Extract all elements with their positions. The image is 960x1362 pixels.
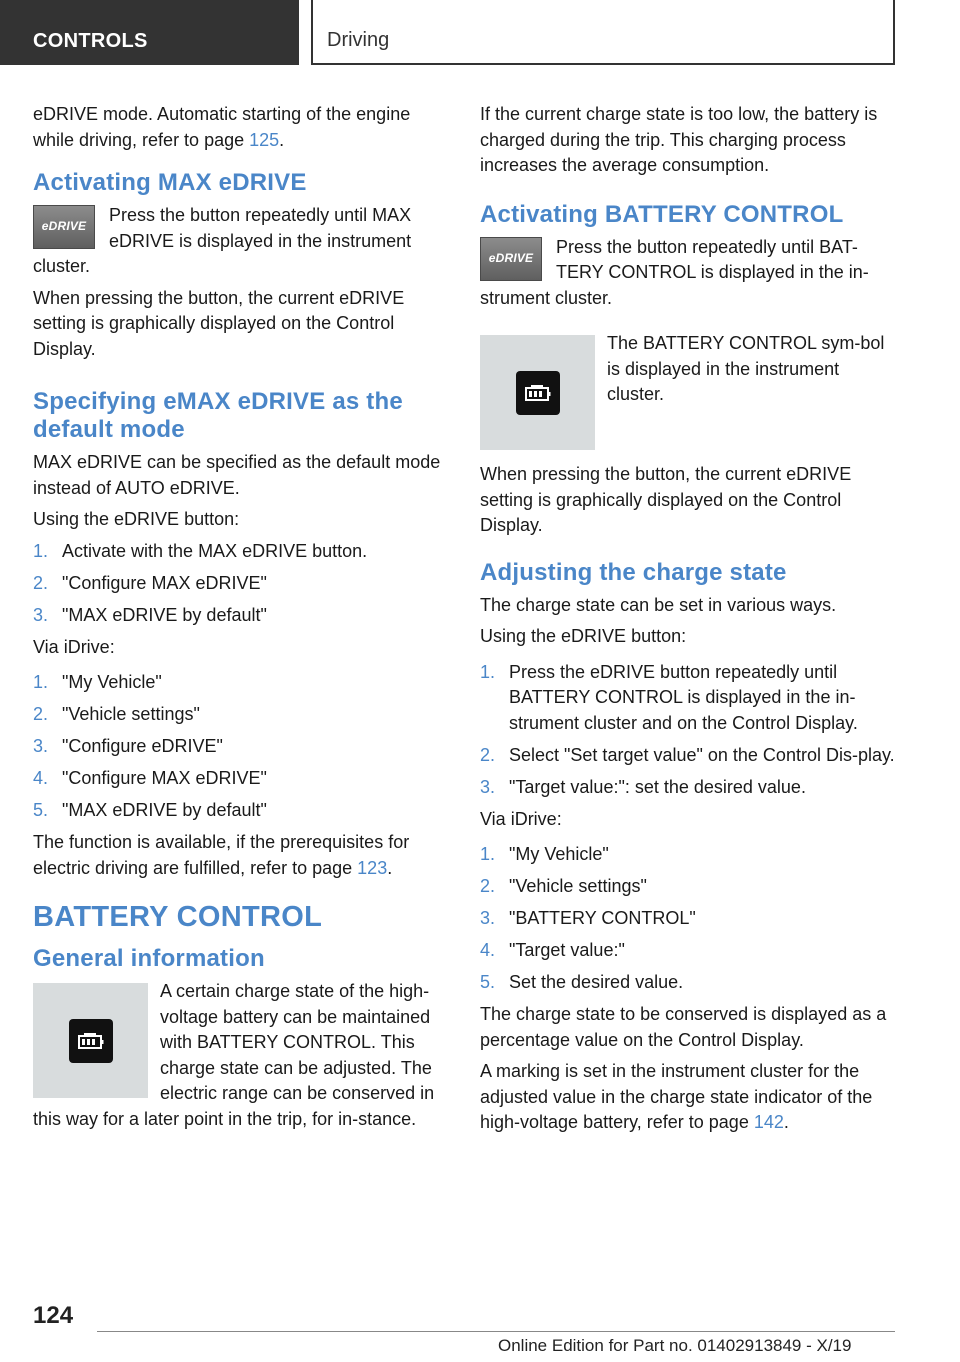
activate-paragraph-1: Press the button repeatedly until BAT-TERY CONTROL is displayed in the in-strument cluster. [480, 236, 869, 308]
list-item: 3. "Configure eDRIVE" [33, 736, 223, 756]
heading-adjusting-charge-state: Adjusting the charge state [480, 558, 787, 586]
idrive-steps-list [33, 670, 451, 824]
general-paragraph: A certain charge state of the high-voltage battery can be maintained with BATTERY CONTROL. This charge state can be adjusted. The electric range can be conserved in this way for a later point in the trip, for in-stance. [33, 981, 435, 1129]
function-paragraph: The function is available, if the prerequisites for electric driving are fulfilled, refer to page 123. [33, 832, 410, 878]
intro-paragraph: eDRIVE mode. Automatic starting of the engine while driving, refer to page 125. [33, 104, 411, 150]
right-column [480, 102, 898, 1142]
list-item: 3. "BATTERY CONTROL" [480, 908, 696, 928]
page-link-125[interactable]: 125 [249, 129, 280, 150]
section-title: CONTROLS [33, 30, 148, 52]
edrive-button-icon: eDRIVE [480, 237, 542, 281]
edition-note: Online Edition for Part no. 01402913849 - X/19 [498, 1336, 852, 1355]
battery-icon [69, 1019, 113, 1063]
button-steps-list [33, 539, 451, 629]
list-item: 5. Set the desired value. [480, 972, 684, 992]
list-item: 1. Activate with the MAX eDRIVE button. [33, 540, 368, 561]
marking-paragraph: A marking is set in the instrument cluster for the adjusted value in the charge state indicator of the high-voltage battery, refer to page 142. [480, 1061, 873, 1132]
adjust-paragraph-1: The charge state can be set in various ways. [480, 594, 837, 615]
via-idrive-label: Via iDrive: [33, 636, 115, 657]
page-number: 124 [33, 1302, 74, 1329]
page-link-123[interactable]: 123 [357, 857, 388, 878]
list-item: 3. "Target value:": set the desired value. [480, 776, 806, 797]
idrive-steps-list [480, 842, 898, 996]
list-item: 2. "Vehicle settings" [480, 876, 647, 896]
battery-control-symbol-image [33, 983, 148, 1098]
adjust-paragraph-2: Using the eDRIVE button: [480, 626, 687, 646]
default-paragraph-1: MAX eDRIVE can be specified as the default mode instead of AUTO eDRIVE. [33, 452, 441, 498]
heading-battery-control: BATTERY CONTROL [33, 901, 323, 933]
list-item: 1. "My Vehicle" [33, 672, 162, 692]
max-paragraph-1: Press the button repeatedly until MAX eDRIVE is displayed in the instrument cluster. [33, 205, 412, 276]
charge-intro-paragraph: If the current charge state is too low, the battery is charged during the trip. This charging process increases the average consumption. [480, 104, 878, 175]
button-steps-list [480, 660, 898, 801]
list-item: 3. "MAX eDRIVE by default" [33, 604, 267, 625]
list-item: 2. "Configure MAX eDRIVE" [33, 572, 267, 593]
battery-control-symbol-image [480, 335, 595, 450]
heading-activating-max-edrive: Activating MAX eDRIVE [33, 169, 307, 196]
list-item: 5. "MAX eDRIVE by default" [33, 800, 267, 820]
list-item: 2. Select "Set target value" on the Control Dis-play. [480, 744, 895, 765]
list-item: 1. Press the eDRIVE button repeatedly until BATTERY CONTROL is displayed in the in-strument cluster and on the Control Display. [480, 661, 858, 733]
list-item: 1. "My Vehicle" [480, 844, 609, 864]
edrive-button-icon: eDRIVE [33, 205, 95, 249]
heading-default-mode: Specifying eMAX eDRIVE as the default mode [33, 388, 403, 443]
section-tab [0, 0, 299, 65]
battery-icon [516, 371, 560, 415]
chapter-tab [311, 0, 895, 65]
activate-paragraph-2: The BATTERY CONTROL sym-bol is displayed in the instrument cluster. [607, 333, 885, 404]
left-column [33, 102, 451, 1138]
heading-general-information: General information [33, 945, 265, 972]
list-item: 4. "Configure MAX eDRIVE" [33, 768, 267, 788]
footer-divider [97, 1331, 895, 1332]
chapter-title: Driving [327, 29, 390, 51]
page-link-142[interactable]: 142 [753, 1112, 784, 1132]
conserved-paragraph: The charge state to be conserved is displayed as a percentage value on the Control Display. [480, 1004, 887, 1050]
max-paragraph-2: When pressing the button, the current eDRIVE setting is graphically displayed on the Control Display. [33, 287, 405, 359]
via-idrive-label: Via iDrive: [480, 808, 562, 829]
activate-paragraph-3: When pressing the button, the current eDRIVE setting is graphically displayed on the Control Display. [480, 464, 852, 535]
list-item: 2. "Vehicle settings" [33, 704, 200, 724]
default-paragraph-2: Using the eDRIVE button: [33, 509, 240, 529]
list-item: 4. "Target value:" [480, 940, 625, 960]
heading-activating-battery-control: Activating BATTERY CONTROL [480, 200, 844, 228]
